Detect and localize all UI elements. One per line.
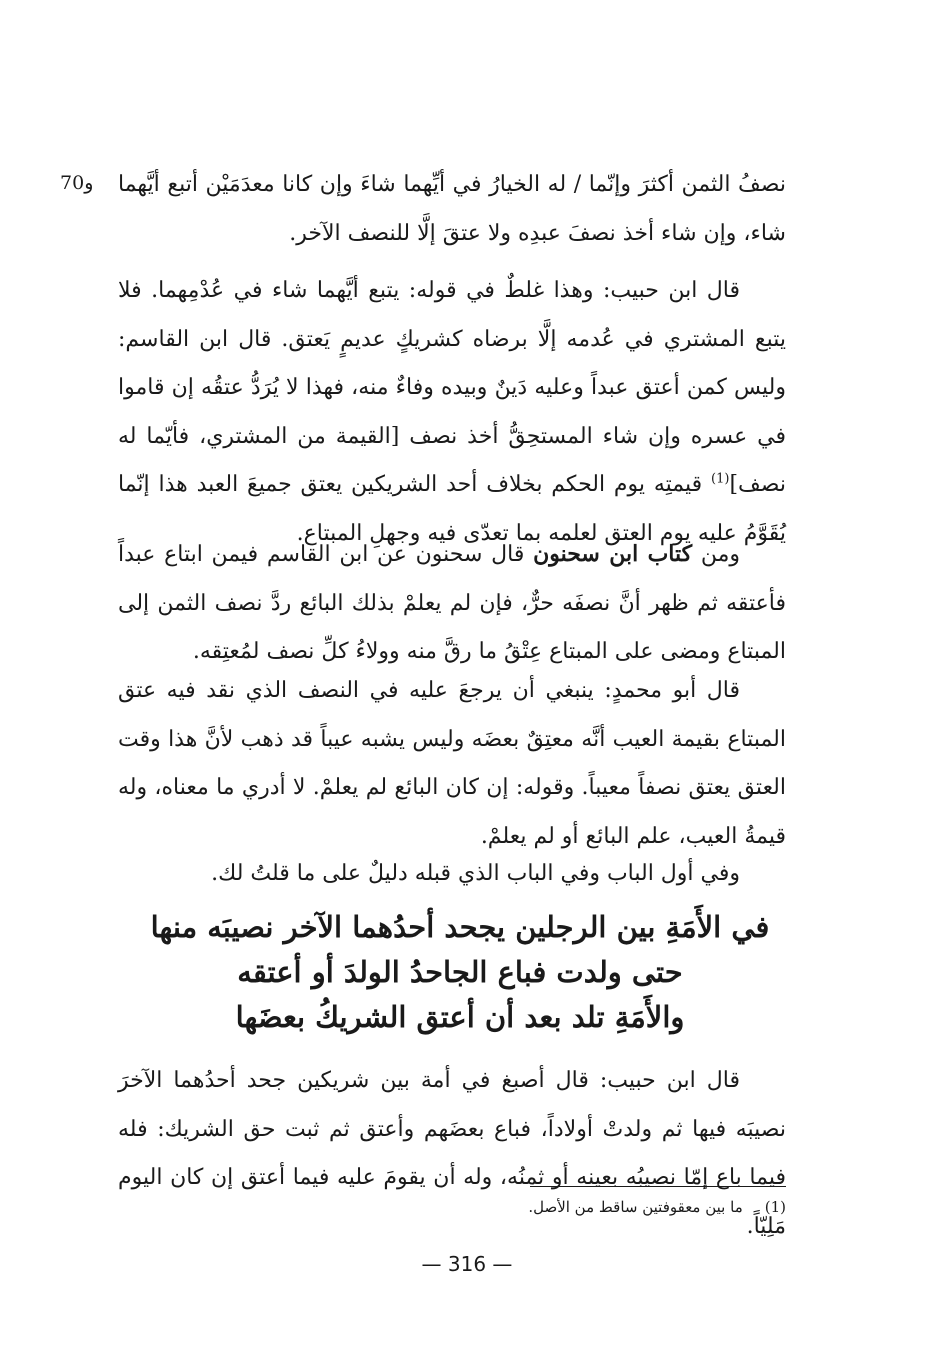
footnote-divider [530, 1186, 786, 1187]
margin-folio-note: و70 [60, 172, 94, 194]
paragraph-1: نصفُ الثمن أكثرَ وإنّما / له الخيارُ في أيِّهما شاءَ وإن كانا معدَمَيْن أتبع أيَّهما شاء، وإن شاء أخذ نصفَ عبدِه ولا عتقَ إلَّا للنصف الآخر. [118, 172, 786, 246]
chapter-heading-line-2: حتى ولدت فباع الجاحدُ الولدَ أو أعتقه [237, 955, 683, 989]
footnote-reference: (1) [711, 471, 730, 487]
book-title-reference: كتاب ابن سحنون [533, 541, 693, 567]
paragraph-3-prefix: ومن [692, 542, 741, 567]
paragraph-3-text: قال سحنون عن ابن القاسم فيمن ابتاع عبداً فأعتقه ثم ظهر أنَّ نصفَه حرٌّ، فإن لم يعلمْ بذلك البائع ردَّ نصف الثمن إلى المبتاع ومضى على المبتاع عِتْقُ ما رقَّ منه وولاءُ كلِّ نصف لمُعتِقه. [118, 542, 786, 664]
footnote-text: ما بين معقوفتين ساقط من الأصل. [528, 1198, 743, 1216]
paragraph-5: وفي أول الباب وفي الباب الذي قبله دليلٌ على ما قلتُ لك. [211, 861, 740, 886]
footnote [300, 1194, 786, 1220]
paragraph-2 [118, 267, 786, 558]
page-number: — 316 — [421, 1252, 513, 1276]
footnote-number: (1) [764, 1198, 786, 1216]
chapter-heading-line-3: والأَمَةِ تلد بعد أن أعتق الشريكُ بعضَها [235, 1000, 685, 1034]
paragraph-4: قال أبو محمدٍ: ينبغي أن يرجعَ عليه في النصف الذي نقد فيه عتق المبتاع بقيمة العيب أنَّه معتِقٌ بعضَه وليس يشبه عيباً قد ذهب لأنَّ هذا وقت العتق يعتق نصفاً معيباً. وقوله: إن كان البائع لم يعلمْ. لا أدري ما معناه، وله قيمةُ العيب، علم البائع أو لم يعلمْ. [118, 678, 786, 849]
paragraph-2-text-b: قيمتِه يوم الحكم بخلاف أحد الشريكين يعتق جميعَ العبد هذا إنّما يُقَوَّمُ عليه يوم العتق لعلمه بما تعدّى فيه وجهلِ المبتاع. [118, 472, 786, 546]
chapter-heading [140, 905, 780, 1040]
chapter-heading-line-1: في الأَمَةِ بين الرجلين يجحد أحدُهما الآخر نصيبَه منها [150, 910, 770, 944]
paragraph-6: قال ابن حبيب: قال أصبغ في أمة بين شريكين جحد أحدُهما الآخرَ نصيبَه فيها ثم ولدتْ أولاداً، فباع بعضَهم وأعتق ثم ثبت حق الشريك: فله فيما باع إمّا نصيبُه بعينه أو ثمنُه، وله أن يقومَ عليه فيما أعتق إن كان اليوم مَلِيّاً. [118, 1068, 786, 1239]
paragraph-2-text-a: قال ابن حبيب: وهذا غلطٌ في قوله: يتبع أيَّهما شاء في عُدْمِهما. فلا يتبع المشتري في عُدمه إلَّا برضاه كشريكٍ عديمٍ يَعتق. قال ابن القاسم: وليس كمن أعتق عبداً وعليه دَينٌ وبيده وفاءٌ منه، فهذا لا يُرَدُّ عتقُه إن قاموا في عسره وإن شاء المستحِقُّ أخذ نصف [القيمة من المشتري، فأيّما له نصف] [118, 278, 786, 497]
paragraph-3 [118, 530, 786, 677]
